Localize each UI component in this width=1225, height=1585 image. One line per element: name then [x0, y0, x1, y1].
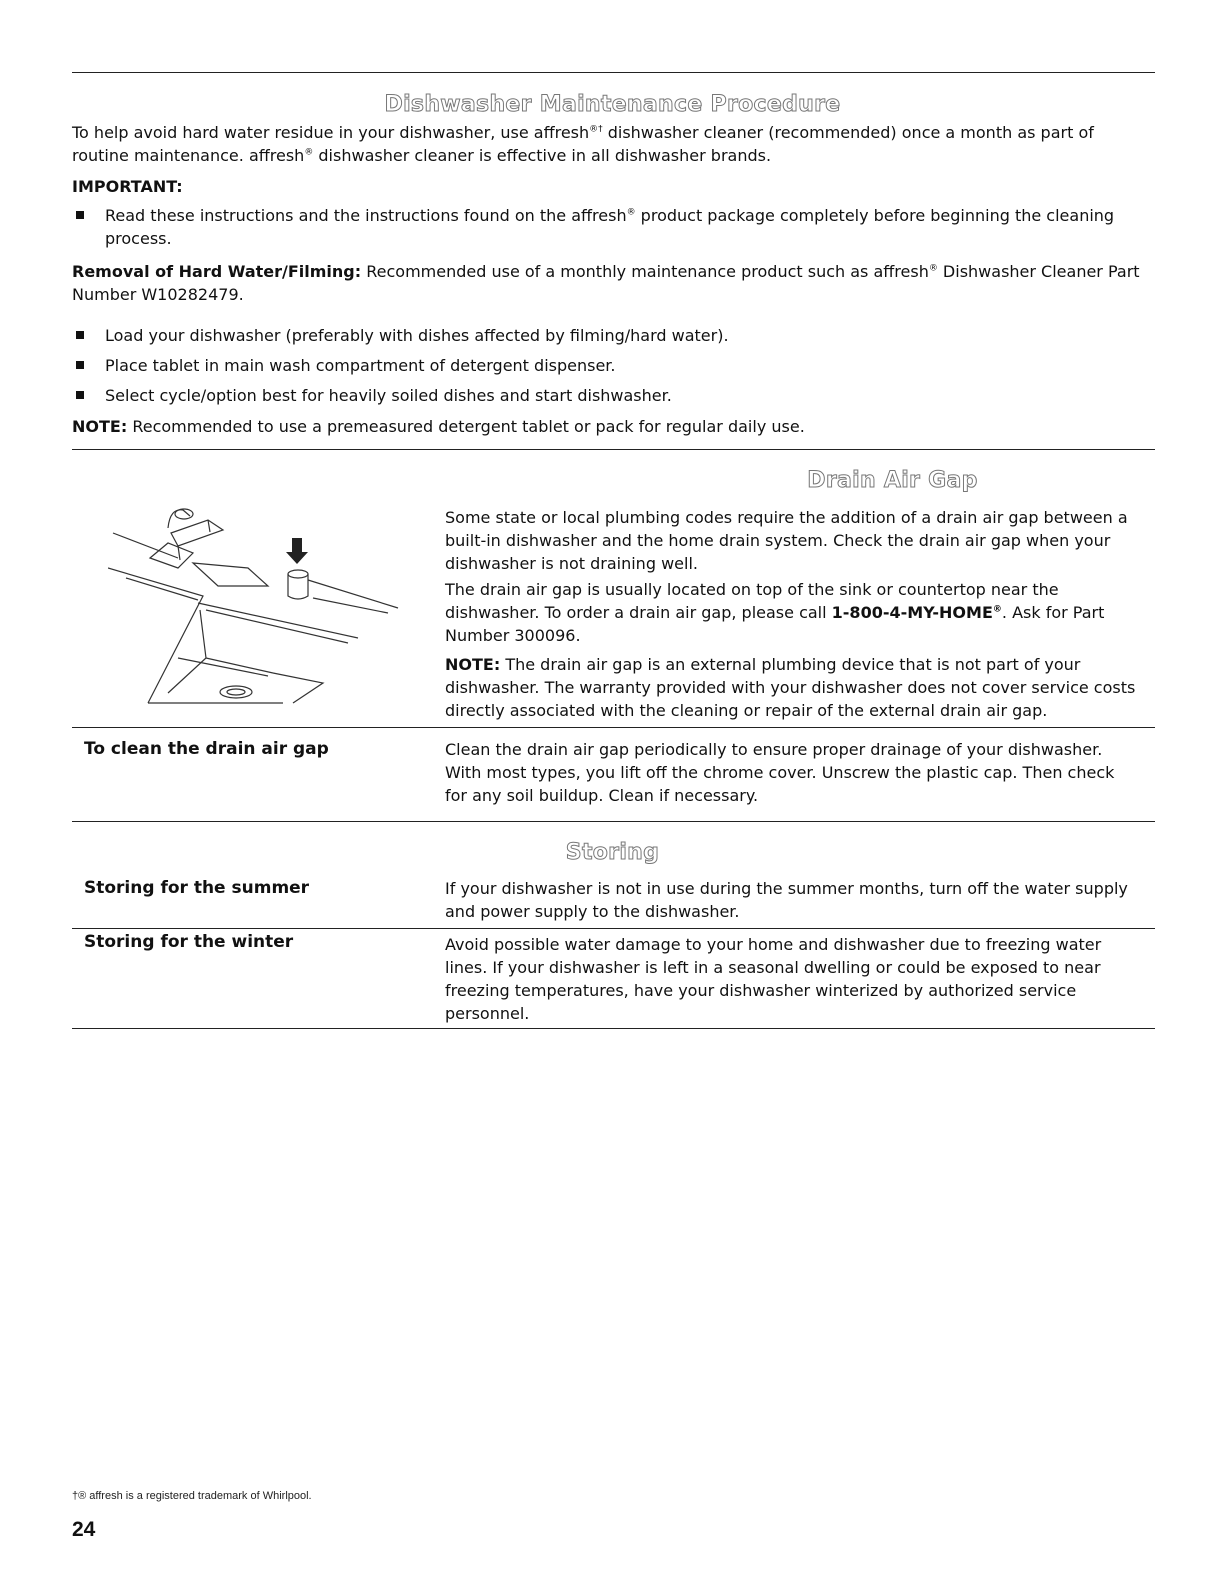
drain-air-gap-paragraph-1: Some state or local plumbing codes require the addition of a drain air gap between a built-in dishwasher and the home drain system. Check the drain air gap when your dishwasher is not draining well. [445, 508, 1128, 573]
bullet-icon [76, 211, 84, 219]
storing-winter-text: Avoid possible water damage to your home and dishwasher due to freezing water lines. If your dishwasher is left in a seasonal dwelling or could be exposed to near freezing temperatures, have your dishwasher winterized by authorized service personnel. [445, 935, 1102, 1023]
drain-air-gap-paragraph-2: The drain air gap is usually located on top of the sink or countertop near the dishwasher. To order a drain air gap, please call 1-800-4-MY-HOME®. Ask for Part Number 300096. [445, 580, 1105, 645]
important-label: IMPORTANT: [72, 177, 183, 196]
top-divider [72, 72, 1155, 73]
clean-air-gap-label: To clean the drain air gap [84, 739, 329, 759]
storing-heading: Storing [565, 840, 660, 865]
row-divider [72, 928, 1155, 929]
step-bullet: Select cycle/option best for heavily soiled dishes and start dishwasher. [76, 384, 1156, 407]
maintenance-intro: To help avoid hard water residue in your dishwasher, use affresh®† dishwasher cleaner (recommended) once a month as part of routine maintenance. affresh® dishwasher cleaner is effective in all dishwasher brands. [72, 123, 1094, 165]
storing-summer-text: If your dishwasher is not in use during the summer months, turn off the water supply and power supply to the dishwasher. [445, 879, 1128, 921]
storing-winter-label: Storing for the winter [84, 932, 294, 952]
important-bullet: Read these instructions and the instructions found on the affresh® product package completely before beginning the cleaning process. [76, 204, 1156, 250]
trademark-footnote: †® affresh is a registered trademark of Whirlpool. [72, 1490, 312, 1502]
clean-air-gap-text: Clean the drain air gap periodically to ensure proper drainage of your dishwasher. With most types, you lift off the chrome cover. Unscrew the plastic cap. Then check for any soil buildup. Clean if necessary. [445, 740, 1115, 805]
section-divider [72, 1028, 1155, 1029]
section-divider [72, 449, 1155, 450]
bullet-icon [76, 391, 84, 399]
bullet-icon [76, 331, 84, 339]
bullet-icon [76, 361, 84, 369]
section-divider [72, 821, 1155, 822]
removal-paragraph: Removal of Hard Water/Filming: Recommended use of a monthly maintenance product such as affresh® Dishwasher Cleaner Part Number W10282479. [72, 262, 1140, 304]
drain-air-gap-note: NOTE: The drain air gap is an external plumbing device that is not part of your dishwasher. The warranty provided with your dishwasher does not cover service costs directly associated with the cleaning or repair of the external drain air gap. [445, 655, 1136, 720]
drain-air-gap-heading: Drain Air Gap [807, 468, 978, 493]
row-divider [72, 727, 1155, 728]
step-bullet: Load your dishwasher (preferably with dishes affected by filming/hard water). [76, 324, 1156, 347]
maintenance-note: NOTE: Recommended to use a premeasured detergent tablet or pack for regular daily use. [72, 417, 805, 436]
step-bullet: Place tablet in main wash compartment of detergent dispenser. [76, 354, 1156, 377]
sink-air-gap-illustration [108, 498, 408, 720]
storing-summer-label: Storing for the summer [84, 878, 310, 898]
page-number: 24 [72, 1518, 96, 1541]
maintenance-heading: Dishwasher Maintenance Procedure [384, 92, 841, 117]
